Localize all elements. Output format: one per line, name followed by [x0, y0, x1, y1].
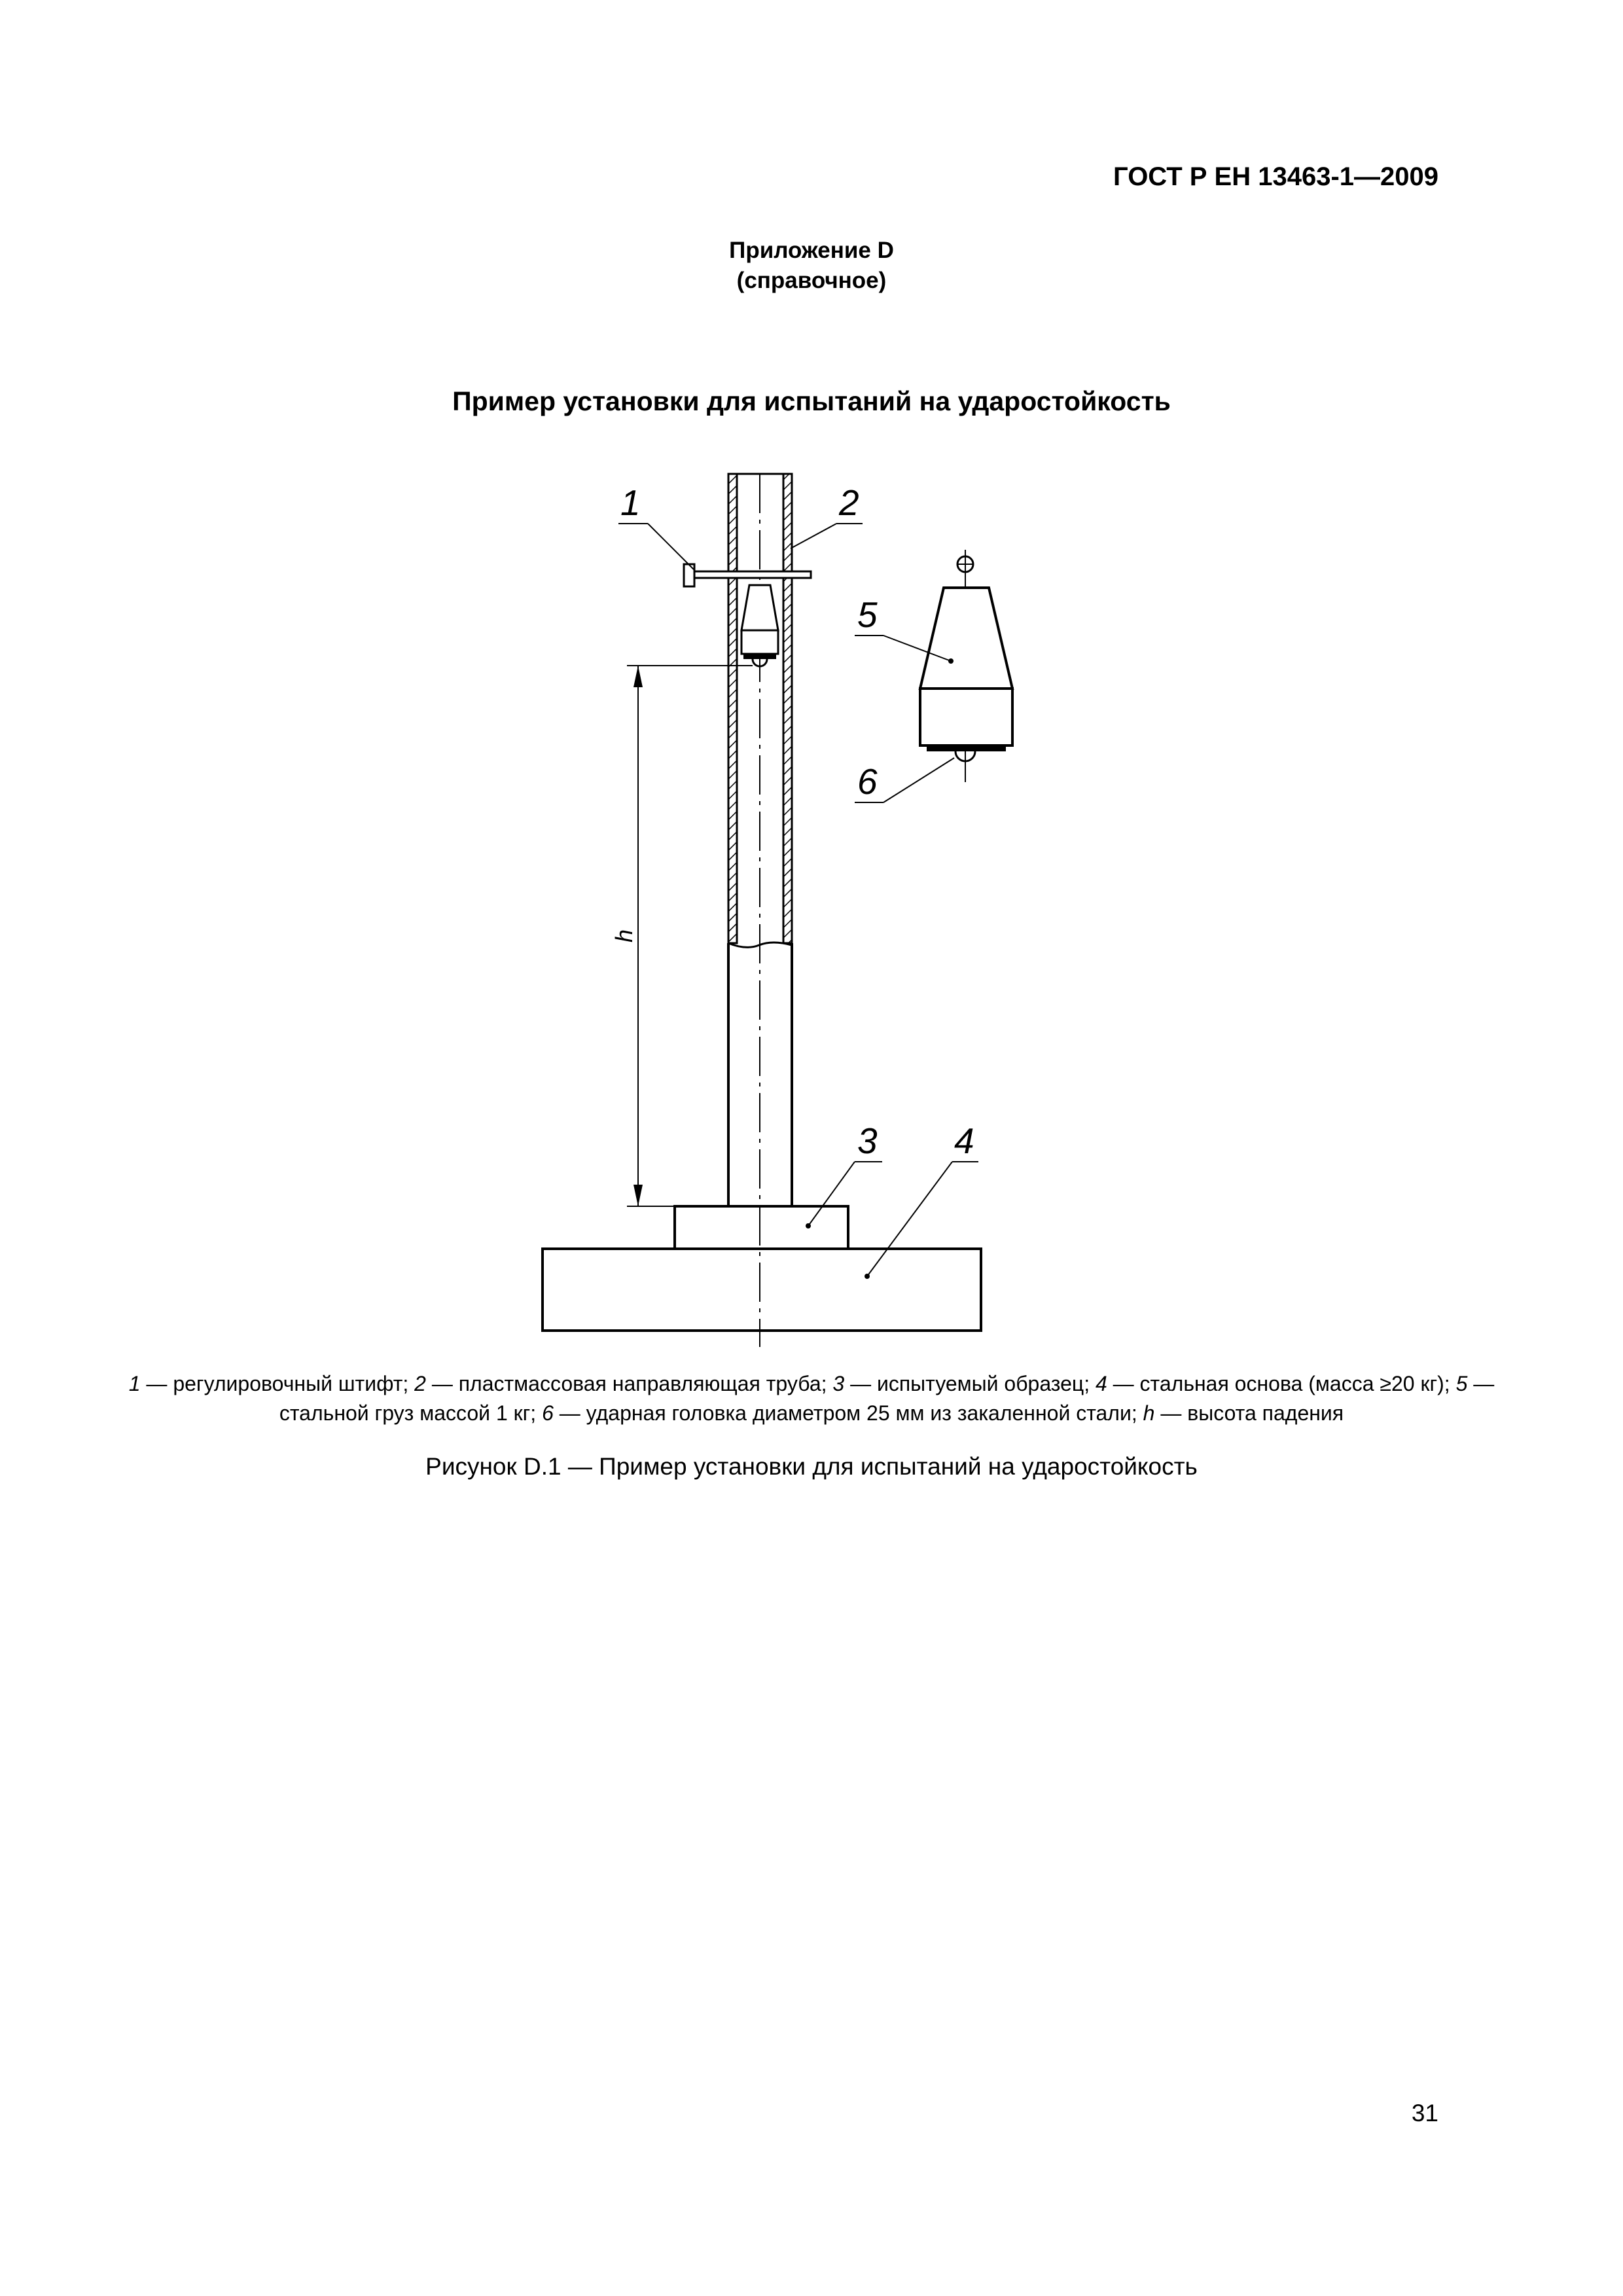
legend-num-5: 5 [1455, 1372, 1468, 1395]
legend-num-1: 1 [128, 1372, 141, 1395]
legend-num-4: 4 [1095, 1372, 1107, 1395]
adjusting-pin [694, 571, 811, 578]
adjusting-pin-head [684, 564, 694, 586]
callout-1: 1 [620, 482, 641, 523]
legend-num-h: h [1143, 1401, 1155, 1426]
legend-num-2: 2 [414, 1372, 426, 1395]
striker-plate [927, 745, 1006, 751]
legend-num-6: 6 [542, 1401, 554, 1426]
document-code: ГОСТ Р ЕН 13463-1—2009 [1113, 162, 1438, 191]
callout-4: 4 [954, 1121, 974, 1161]
steel-weight [920, 588, 1012, 689]
guide-tube-wall-right [783, 474, 792, 943]
legend-text-2: — пластмассовая направляющая труба; [425, 1372, 833, 1395]
weight-in-tube [741, 585, 778, 630]
figure-legend [98, 1369, 1525, 1429]
legend-text-h: — высота падения [1154, 1401, 1344, 1426]
weight-hanger-ring [957, 556, 973, 572]
legend-text-1: — регулировочный штифт; [140, 1372, 415, 1395]
appendix-heading [0, 236, 1623, 295]
legend-num-3: 3 [832, 1372, 845, 1395]
callout-3: 3 [857, 1121, 878, 1161]
callout-2: 2 [839, 482, 859, 523]
steel-base [543, 1249, 981, 1331]
drop-height-label: h [611, 929, 637, 943]
figure-caption: Рисунок D.1 — Пример установки для испытаний на ударостойкость [425, 1453, 1198, 1480]
callout-5: 5 [857, 594, 878, 635]
striker-head [955, 751, 975, 761]
legend-text-3: — испытуемый образец; [844, 1372, 1096, 1395]
appendix-subtitle: (справочное) [736, 267, 887, 293]
steel-weight-base [920, 689, 1012, 745]
legend-text-6: — ударная головка диаметром 25 мм из закаленной стали; [553, 1401, 1143, 1426]
appendix-title: Приложение D [729, 238, 894, 263]
section-title: Пример установки для испытаний на ударостойкость [452, 386, 1171, 416]
legend-text-5: — стальной груз массой 1 кг; [279, 1372, 1495, 1426]
page-number: 31 [1411, 2100, 1438, 2126]
guide-tube-wall-left [728, 474, 737, 943]
callout-6: 6 [857, 761, 878, 802]
legend-text-4: — стальная основа (масса ≥20 кг); [1107, 1372, 1456, 1395]
test-specimen [675, 1206, 848, 1249]
tube-break-line [728, 942, 792, 947]
